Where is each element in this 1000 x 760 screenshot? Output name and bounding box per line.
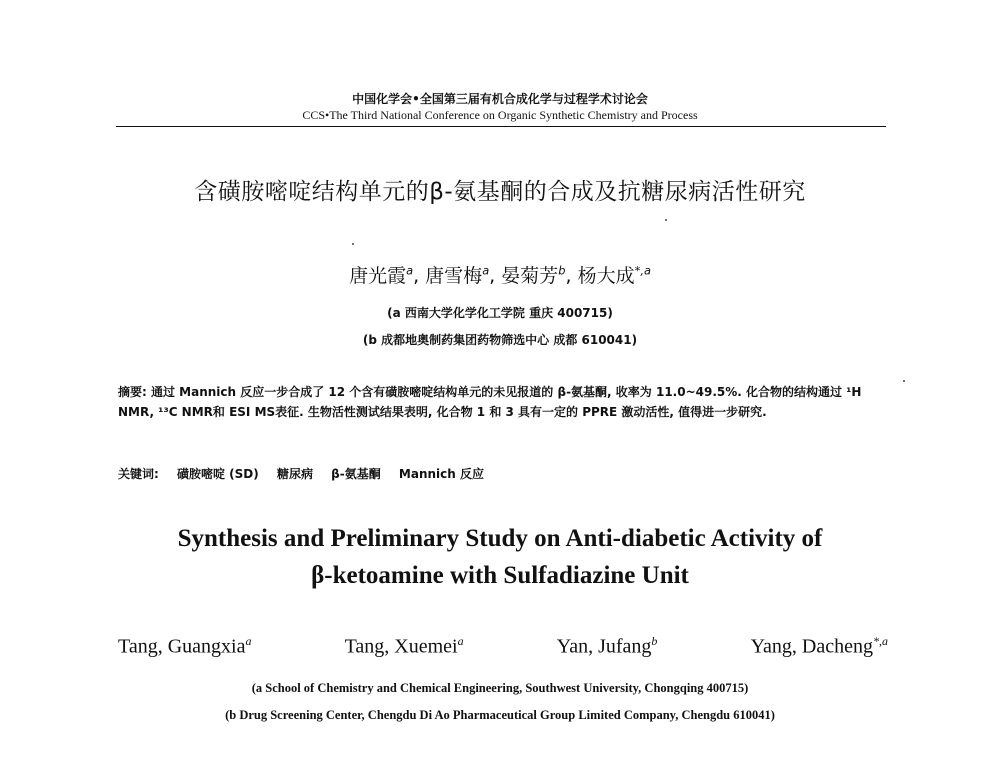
affiliation-en-a: (a School of Chemistry and Chemical Engineering, Southwest University, Chongqing 400715) [251, 681, 749, 695]
abstract-text: 通过 Mannich 反应一步合成了 12 个含有磺胺嘧啶结构单元的未见报道的 β-氨基酮, 收率为 11.0~49.5%. 化合物的结构通过 ¹H NMR, ¹³C NMR和 ESI MS表征. 生物活性测试结果表明, 化合物 1 和 3 具有一定的 PPRE 激动活性, 值得进一步研究. [118, 385, 862, 419]
scan-speck [665, 219, 667, 221]
keyword: 磺胺嘧啶 (SD) [177, 467, 259, 481]
author-en: Tang, Xuemei$^a$ [344, 634, 464, 658]
affiliation-cn-a: (a 西南大学化学化工学院 重庆 400715) [387, 306, 613, 320]
author-cn: 唐光霞$^a$, [349, 263, 426, 287]
paper-title-en [0, 520, 1000, 594]
conference-title-cn: 中国化学会•全国第三届有机合成化学与过程学术讨论会 [352, 92, 648, 106]
abstract-cn [118, 382, 888, 422]
affiliation-cn-b: (b 成都地奥制药集团药物筛选中心 成都 610041) [362, 333, 638, 347]
author-list-en [118, 634, 888, 659]
paper-title-cn: 含磺胺嘧啶结构单元的β-氨基酮的合成及抗糖尿病活性研究 [194, 179, 806, 205]
conference-title-en: CCS•The Third National Conference on Organic Synthetic Chemistry and Process [302, 108, 698, 122]
keyword: 糖尿病 [276, 467, 313, 481]
header-rule [116, 126, 886, 127]
author-cn: 晏菊芳$^b$, [501, 263, 578, 287]
keyword: β-氨基酮 [331, 467, 381, 481]
author-en: Tang, Guangxia$^a$ [118, 634, 252, 658]
author-en: Yan, Jufang$^b$ [556, 634, 658, 658]
keywords-label: 关键词: [118, 467, 159, 481]
scan-speck [352, 243, 354, 245]
affiliation-en-b: (b Drug Screening Center, Chengdu Di Ao Pharmaceutical Group Limited Company, Chengdu 610041) [225, 708, 775, 722]
scan-speck [903, 380, 905, 382]
author-cn: 杨大成$^{*,a}$ [577, 263, 651, 287]
keywords-cn [118, 465, 498, 482]
paper-title-en-line2: β-ketoamine with Sulfadiazine Unit [311, 562, 689, 589]
author-list-cn [0, 261, 1000, 288]
paper-title-en-line1: Synthesis and Preliminary Study on Anti-diabetic Activity of [177, 525, 823, 552]
author-cn: 唐雪梅$^a$, [425, 263, 502, 287]
abstract-label: 摘要: [118, 385, 147, 399]
keyword: Mannich 反应 [398, 467, 484, 481]
author-en: Yang, Dacheng$^{*,a}$ [750, 634, 888, 658]
